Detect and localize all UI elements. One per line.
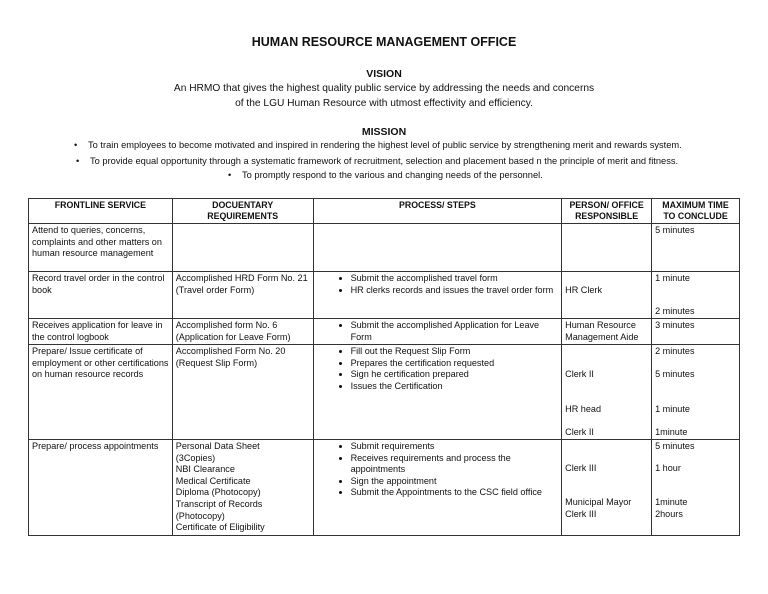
steps-cell (313, 345, 562, 440)
step-item: • Receives requirements and process the appointments (351, 453, 559, 476)
time-value: 1 minute (655, 404, 690, 414)
requirements-cell: Accomplished form No. 6 (Application for Leave Form) (172, 319, 313, 345)
time-value: 1minute (655, 497, 688, 507)
time-value: 2 minutes (655, 346, 695, 356)
person-value: HR head (565, 404, 602, 414)
steps-cell (313, 440, 562, 536)
mission-item: • To promptly respond to the various and changing needs of the personnel. (228, 170, 543, 180)
header-frontline-service: FRONTLINE SERVICE (29, 199, 173, 224)
time-cell: 5 minutes (652, 224, 740, 272)
person-cell (562, 440, 652, 536)
time-value: 1 minute (655, 273, 690, 283)
service-cell: Receives application for leave in the control logbook (29, 319, 173, 345)
steps-cell (313, 272, 562, 319)
time-value: 5 minutes (655, 369, 695, 379)
requirement-item: Certificate of Eligibility (175, 522, 265, 533)
table-row (29, 224, 740, 272)
requirements-cell (172, 224, 313, 272)
step-item: • Sign he certification prepared (351, 369, 559, 381)
time-value: 2 minutes (655, 305, 695, 316)
header-process-steps: PROCESS/ STEPS (313, 199, 562, 224)
header-max-time: MAXIMUM TIME TO CONCLUDE (652, 199, 740, 224)
time-cell (652, 345, 740, 440)
step-item: • Fill out the Request Slip Form (351, 346, 559, 358)
vision-heading: VISION (366, 68, 402, 80)
requirement-item: Transcript of Records (175, 498, 263, 509)
requirement-item: Personal Data Sheet (175, 441, 260, 451)
person-cell (562, 345, 652, 440)
person-cell (562, 224, 652, 272)
vision-line-1: An HRMO that gives the highest quality public service by addressing the needs and concerns (173, 83, 595, 94)
person-value: Clerk II (565, 427, 594, 437)
mission-heading: MISSION (361, 126, 407, 138)
service-cell: Prepare/ process appointments (29, 440, 173, 536)
table-row (29, 345, 740, 440)
requirements-cell: Accomplished HRD Form No. 21 (Travel order Form) (172, 272, 313, 319)
table-row (29, 272, 740, 319)
time-cell (652, 440, 740, 536)
mission-item: • To train employees to become motivated and inspired in rendering the highest level of public service by strengthening merit and rewards system. (74, 140, 682, 150)
step-item: • Submit the Appointments to the CSC field office (351, 487, 559, 499)
step-item: • Submit the accomplished Application for Leave Form (351, 320, 559, 343)
mission-item: • To provide equal opportunity through a systematic framework of recruitment, selection and placement based n the principle of merit and fitness. (76, 156, 679, 166)
document-title: HUMAN RESOURCE MANAGEMENT OFFICE (251, 35, 517, 49)
header-person-responsible: PERSON/ OFFICE RESPONSIBLE (562, 199, 652, 224)
time-value: 2hours (655, 509, 683, 519)
bullet-icon: • (76, 156, 80, 166)
time-cell: 3 minutes (652, 319, 740, 345)
bullet-icon: • (228, 170, 232, 180)
requirements-cell (172, 440, 313, 536)
table-row (29, 440, 740, 536)
steps-cell (313, 319, 562, 345)
person-cell: HR Clerk (562, 272, 652, 319)
person-value: Clerk III (565, 509, 597, 519)
step-item: • Sign the appointment (351, 476, 559, 488)
person-value: Municipal Mayor (565, 497, 632, 507)
requirements-cell: Accomplished Form No. 20 (Request Slip Form) (172, 345, 313, 440)
bullet-icon: • (74, 140, 78, 150)
service-cell: Attend to queries, concerns, complaints and other matters on human resource management (29, 224, 173, 272)
table-row (29, 319, 740, 345)
steps-cell (313, 224, 562, 272)
header-requirements: DOCUENTARY REQUIREMENTS (172, 199, 313, 224)
requirement-item: (Photocopy) (175, 510, 225, 521)
requirement-item: (3Copies) (175, 452, 216, 463)
person-value: Clerk II (565, 369, 594, 379)
step-item: • Submit requirements (351, 441, 559, 453)
person-value: Clerk III (565, 463, 597, 473)
time-value: 1minute (655, 427, 688, 437)
frontline-services-table (28, 198, 740, 536)
time-cell (652, 272, 740, 319)
step-item: • Prepares the certification requested (351, 358, 559, 370)
service-cell: Record travel order in the control book (29, 272, 173, 319)
service-cell: Prepare/ Issue certificate of employment or other certifications on human resource records (29, 345, 173, 440)
requirement-item: Diploma (Photocopy) (175, 487, 261, 498)
table-header-row (29, 199, 740, 224)
person-cell: Human Resource Management Aide (562, 319, 652, 345)
time-value: 1 hour (655, 463, 681, 473)
requirement-item: NBI Clearance (175, 464, 235, 475)
requirement-item: Medical Certificate (175, 475, 251, 486)
vision-line-2: of the LGU Human Resource with utmost effectivity and efficiency. (235, 98, 533, 109)
time-value: 5 minutes (655, 441, 695, 451)
step-item: • Issues the Certification (351, 381, 559, 393)
step-item: • Submit the accomplished travel form (351, 273, 559, 285)
step-item: • HR clerks records and issues the travel order form (351, 285, 559, 297)
